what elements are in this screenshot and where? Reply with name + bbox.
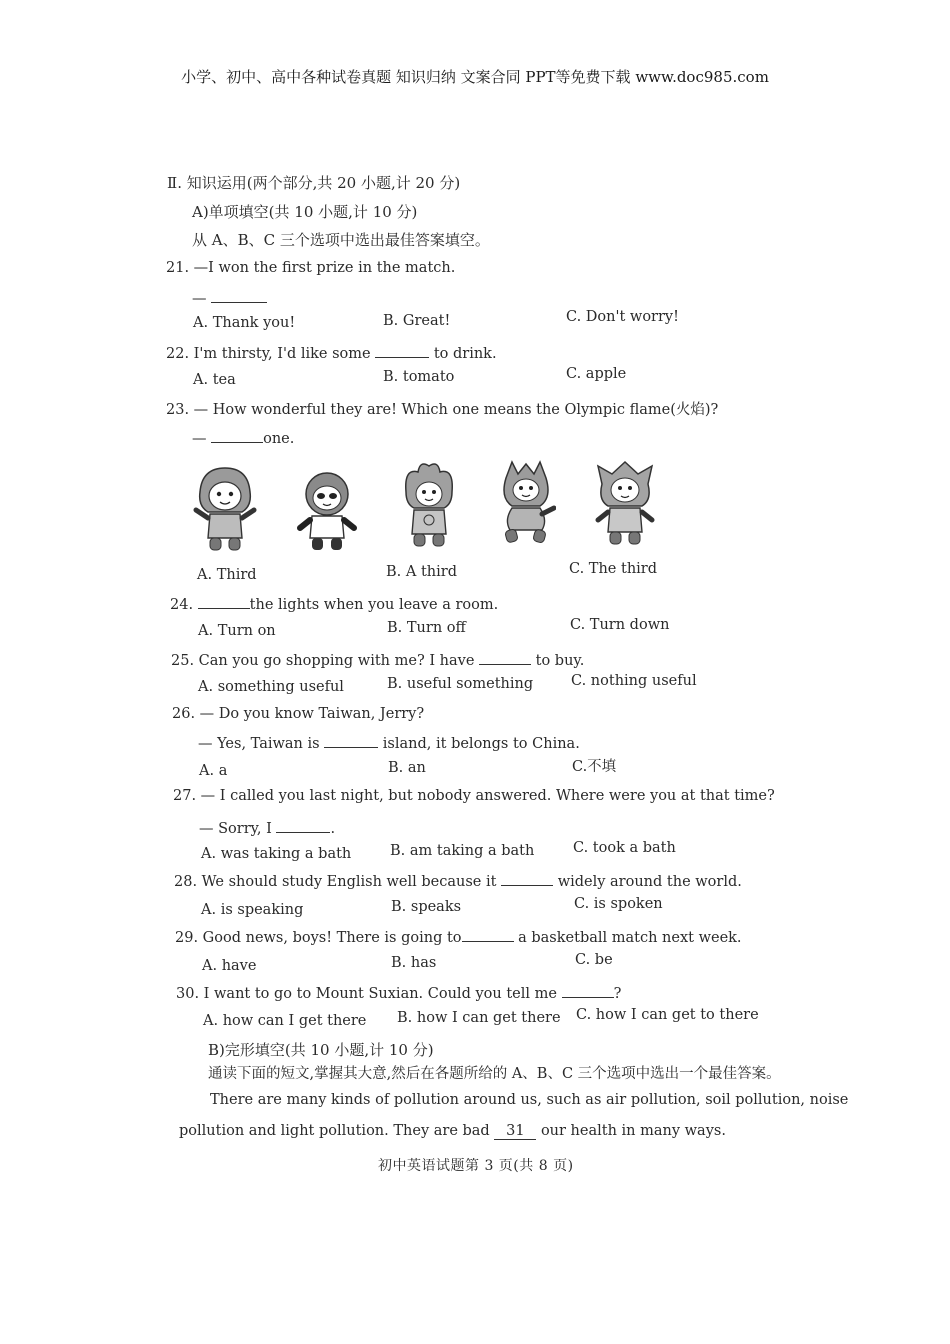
passage-blank-31: 31 [494, 1123, 536, 1140]
option-b: B. Turn off [387, 620, 466, 636]
reply-dash: — [192, 291, 207, 307]
reply-dash: — [192, 431, 207, 447]
answer-blank [324, 733, 378, 748]
option-a: A. how can I get there [203, 1013, 367, 1029]
question-number: 24. [170, 597, 194, 613]
answer-blank [501, 871, 553, 886]
question-number: 29. [175, 930, 199, 946]
part-a-title: A)单项填空(共 10 小题,计 10 分) [192, 203, 418, 221]
option-a: A. tea [193, 372, 236, 388]
question-21-reply [192, 288, 267, 307]
option-a: A. have [202, 958, 257, 974]
part-b-title: B)完形填空(共 10 小题,计 10 分) [208, 1041, 434, 1059]
passage-text-post: our health in many ways. [540, 1123, 726, 1139]
question-text-pre: I'm thirsty, I'd like some [193, 346, 371, 362]
option-c: C. The third [569, 561, 658, 577]
option-c: C. Turn down [570, 617, 670, 633]
question-text-pre: We should study English well because it [201, 874, 497, 890]
question-number: 23. [166, 402, 190, 418]
option-b: B. am taking a bath [390, 843, 535, 859]
question-number: 22. [166, 346, 190, 362]
passage-line-1: There are many kinds of pollution around us, such as air pollution, soil pollution, noise [210, 1092, 849, 1108]
mascot-huanhuan-image [400, 458, 458, 550]
mascot-yingying-image [496, 458, 556, 550]
option-a: A. Turn on [198, 623, 276, 639]
option-a: A. Thank you! [193, 315, 296, 331]
answer-blank [375, 343, 429, 358]
option-c: C. be [575, 952, 613, 968]
question-text-pre: — Yes, Taiwan is [198, 736, 320, 752]
question-27 [173, 788, 775, 804]
mascot-beibei-image [192, 462, 258, 554]
question-text-post: island, it belongs to China. [382, 736, 580, 752]
question-24 [170, 594, 498, 613]
question-text-post: a basketball match next week. [518, 930, 742, 946]
question-text-pre: Good news, boys! There is going to [202, 930, 462, 946]
option-b: B. how I can get there [397, 1010, 561, 1026]
question-number: 27. [173, 788, 197, 804]
question-text-post: to buy. [535, 653, 585, 669]
question-21 [166, 260, 455, 276]
option-b: B. Great! [383, 313, 451, 329]
option-c: C. Don't worry! [566, 309, 679, 325]
part-a-instruction: 从 A、B、C 三个选项中选出最佳答案填空。 [192, 231, 490, 249]
option-c: C. is spoken [574, 896, 663, 912]
answer-blank [562, 983, 614, 998]
option-a: A. is speaking [201, 902, 304, 918]
option-b: B. A third [386, 564, 457, 580]
question-text-post: . [330, 821, 336, 837]
option-a: A. Third [197, 567, 257, 583]
mascot-nini-image [594, 458, 656, 550]
answer-blank [211, 428, 263, 443]
question-text-post: ? [613, 986, 622, 1002]
question-29 [175, 927, 742, 946]
question-text-post: to drink. [433, 346, 497, 362]
question-27-reply [199, 818, 335, 837]
mascot-jingjing-image [296, 468, 358, 554]
answer-blank [462, 927, 514, 942]
option-b: B. speaks [391, 899, 462, 915]
option-b: B. an [388, 760, 426, 776]
question-25 [171, 650, 584, 669]
question-text: — How wonderful they are! Which one means the Olympic flame(火焰)? [193, 402, 719, 418]
option-c: C. how I can get to there [576, 1007, 759, 1023]
section-title: Ⅱ. 知识运用(两个部分,共 20 小题,计 20 分) [167, 174, 461, 192]
question-26-reply [198, 733, 580, 752]
question-number: 25. [171, 653, 195, 669]
question-number: 21. [166, 260, 190, 276]
question-number: 28. [174, 874, 198, 890]
passage-line-2 [179, 1123, 726, 1140]
option-c: C. nothing useful [571, 673, 697, 689]
question-number: 26. [172, 706, 196, 722]
question-23-reply [192, 428, 294, 447]
question-22 [166, 343, 497, 362]
option-c: C. took a bath [573, 840, 676, 856]
site-header: 小学、初中、高中各种试卷真题 知识归纳 文案合同 PPT等免费下载 www.doc985.com [181, 68, 769, 86]
question-text-post: widely around the world. [557, 874, 742, 890]
question-text: — Do you know Taiwan, Jerry? [199, 706, 425, 722]
answer-blank [198, 594, 250, 609]
answer-blank [211, 288, 267, 303]
question-text: — I called you last night, but nobody answered. Where were you at that time? [200, 788, 775, 804]
option-b: B. useful something [387, 676, 534, 692]
question-text: —I won the first prize in the match. [193, 260, 456, 276]
option-b: B. has [391, 955, 437, 971]
part-b-instruction: 通读下面的短文,掌握其大意,然后在各题所给的 A、B、C 三个选项中选出一个最佳答案。 [208, 1066, 781, 1082]
reply-post: one. [263, 431, 295, 447]
question-text-pre: — Sorry, I [199, 821, 272, 837]
option-c: C. apple [566, 366, 627, 382]
option-b: B. tomato [383, 369, 455, 385]
question-text-pre: Can you go shopping with me? I have [198, 653, 475, 669]
question-number: 30. [176, 986, 200, 1002]
question-30 [176, 983, 621, 1002]
question-text-pre: I want to go to Mount Suxian. Could you tell me [203, 986, 557, 1002]
question-26 [172, 706, 424, 722]
passage-text-pre: pollution and light pollution. They are bad [179, 1123, 490, 1139]
option-a: A. was taking a bath [201, 846, 352, 862]
answer-blank [276, 818, 330, 833]
question-28 [174, 871, 742, 890]
question-23 [166, 398, 718, 419]
page-footer: 初中英语试题第 3 页(共 8 页) [378, 1158, 574, 1174]
option-a: A. something useful [198, 679, 344, 695]
answer-blank [479, 650, 531, 665]
option-a: A. a [199, 763, 228, 779]
question-text-post: the lights when you leave a room. [249, 597, 499, 613]
option-c: C.不填 [572, 759, 617, 775]
